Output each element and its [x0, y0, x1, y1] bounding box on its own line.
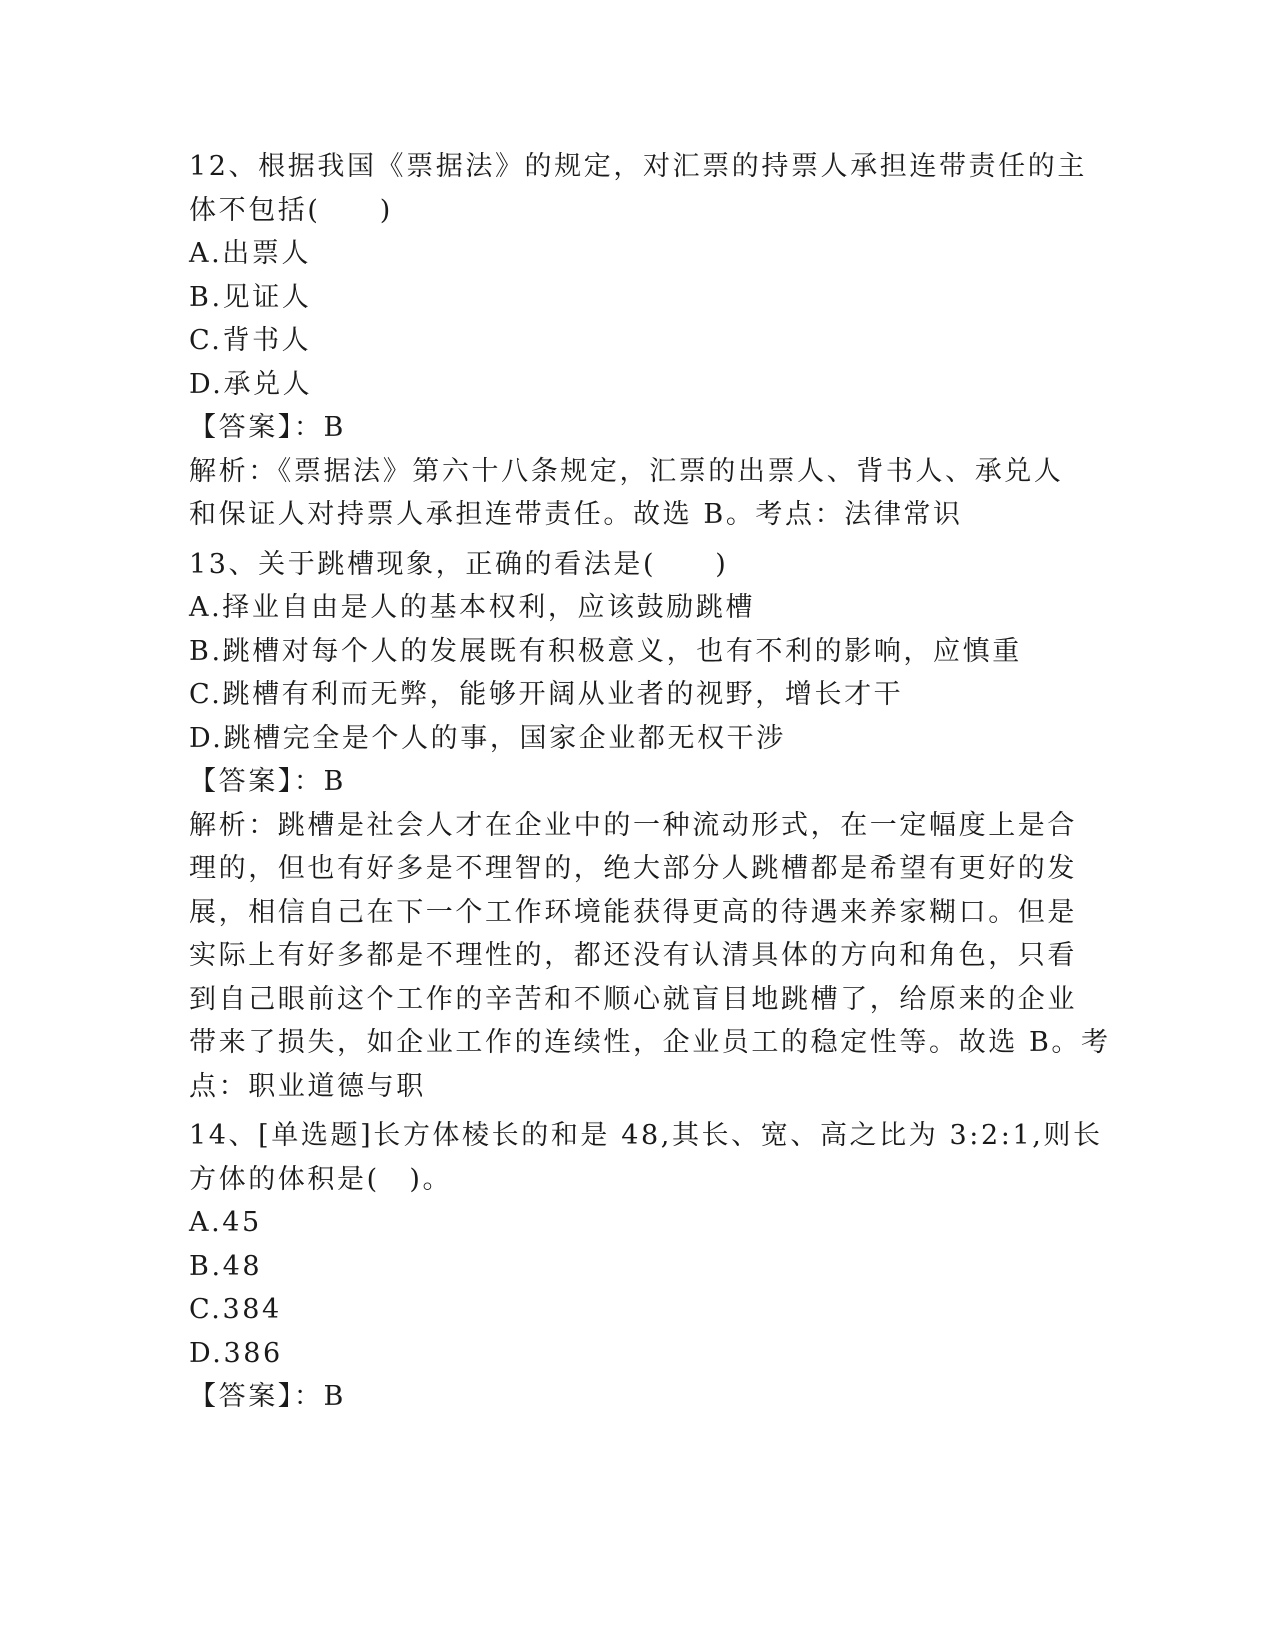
question-stem-line: 体不包括( ) — [189, 194, 393, 226]
option-d: D.386 — [189, 1337, 283, 1369]
question-stem-line: 12、根据我国《票据法》的规定，对汇票的持票人承担连带责任的主 — [189, 151, 1087, 182]
analysis-line: 带来了损失，如企业工作的连续性，企业员工的稳定性等。故选 B。考 — [189, 1027, 1111, 1058]
option-b: B.见证人 — [189, 281, 312, 313]
answer-line: 【答案】：B — [189, 766, 346, 797]
option-a: A.择业自由是人的基本权利，应该鼓励跳槽 — [189, 592, 756, 623]
analysis-line: 点：职业道德与职 — [189, 1070, 426, 1102]
document-page — [189, 145, 1111, 1419]
option-c: C.跳槽有利而无弊，能够开阔从业者的视野，增长才干 — [189, 679, 904, 710]
question-stem-line: 13、关于跳槽现象，正确的看法是( ) — [189, 548, 729, 580]
analysis-line: 到自己眼前这个工作的辛苦和不顺心就盲目地跳槽了，给原来的企业 — [189, 983, 1077, 1015]
option-d: D.承兑人 — [189, 368, 313, 400]
analysis-line: 理的，但也有好多是不理智的，绝大部分人跳槽都是希望有更好的发 — [189, 853, 1077, 884]
option-d: D.跳槽完全是个人的事，国家企业都无权干涉 — [189, 722, 786, 754]
option-b: B.48 — [189, 1250, 263, 1282]
analysis-line: 和保证人对持票人承担连带责任。故选 B。考点：法律常识 — [189, 499, 963, 530]
question-stem-line: 14、[单选题]长方体棱长的和是 48,其长、宽、高之比为 3:2:1,则长 — [189, 1120, 1103, 1151]
question-13 — [189, 543, 1111, 1109]
analysis-line: 展，相信自己在下一个工作环境能获得更高的待遇来养家糊口。但是 — [189, 896, 1077, 928]
option-a: A.45 — [189, 1207, 262, 1238]
option-a: A.出票人 — [189, 238, 312, 269]
answer-line: 【答案】：B — [189, 1381, 346, 1412]
analysis-line: 解析：《票据法》第六十八条规定，汇票的出票人、背书人、承兑人 — [189, 455, 1064, 487]
analysis-line: 解析：跳槽是社会人才在企业中的一种流动形式，在一定幅度上是合 — [189, 809, 1077, 841]
answer-line: 【答案】：B — [189, 412, 346, 443]
question-stem-line: 方体的体积是( )。 — [189, 1163, 453, 1195]
option-b: B.跳槽对每个人的发展既有积极意义，也有不利的影响，应慎重 — [189, 635, 1022, 667]
analysis-line: 实际上有好多都是不理性的，都还没有认清具体的方向和角色，只看 — [189, 940, 1077, 971]
question-12 — [189, 145, 1089, 537]
question-14 — [189, 1114, 1103, 1419]
option-c: C.背书人 — [189, 325, 312, 356]
option-c: C.384 — [189, 1294, 282, 1325]
